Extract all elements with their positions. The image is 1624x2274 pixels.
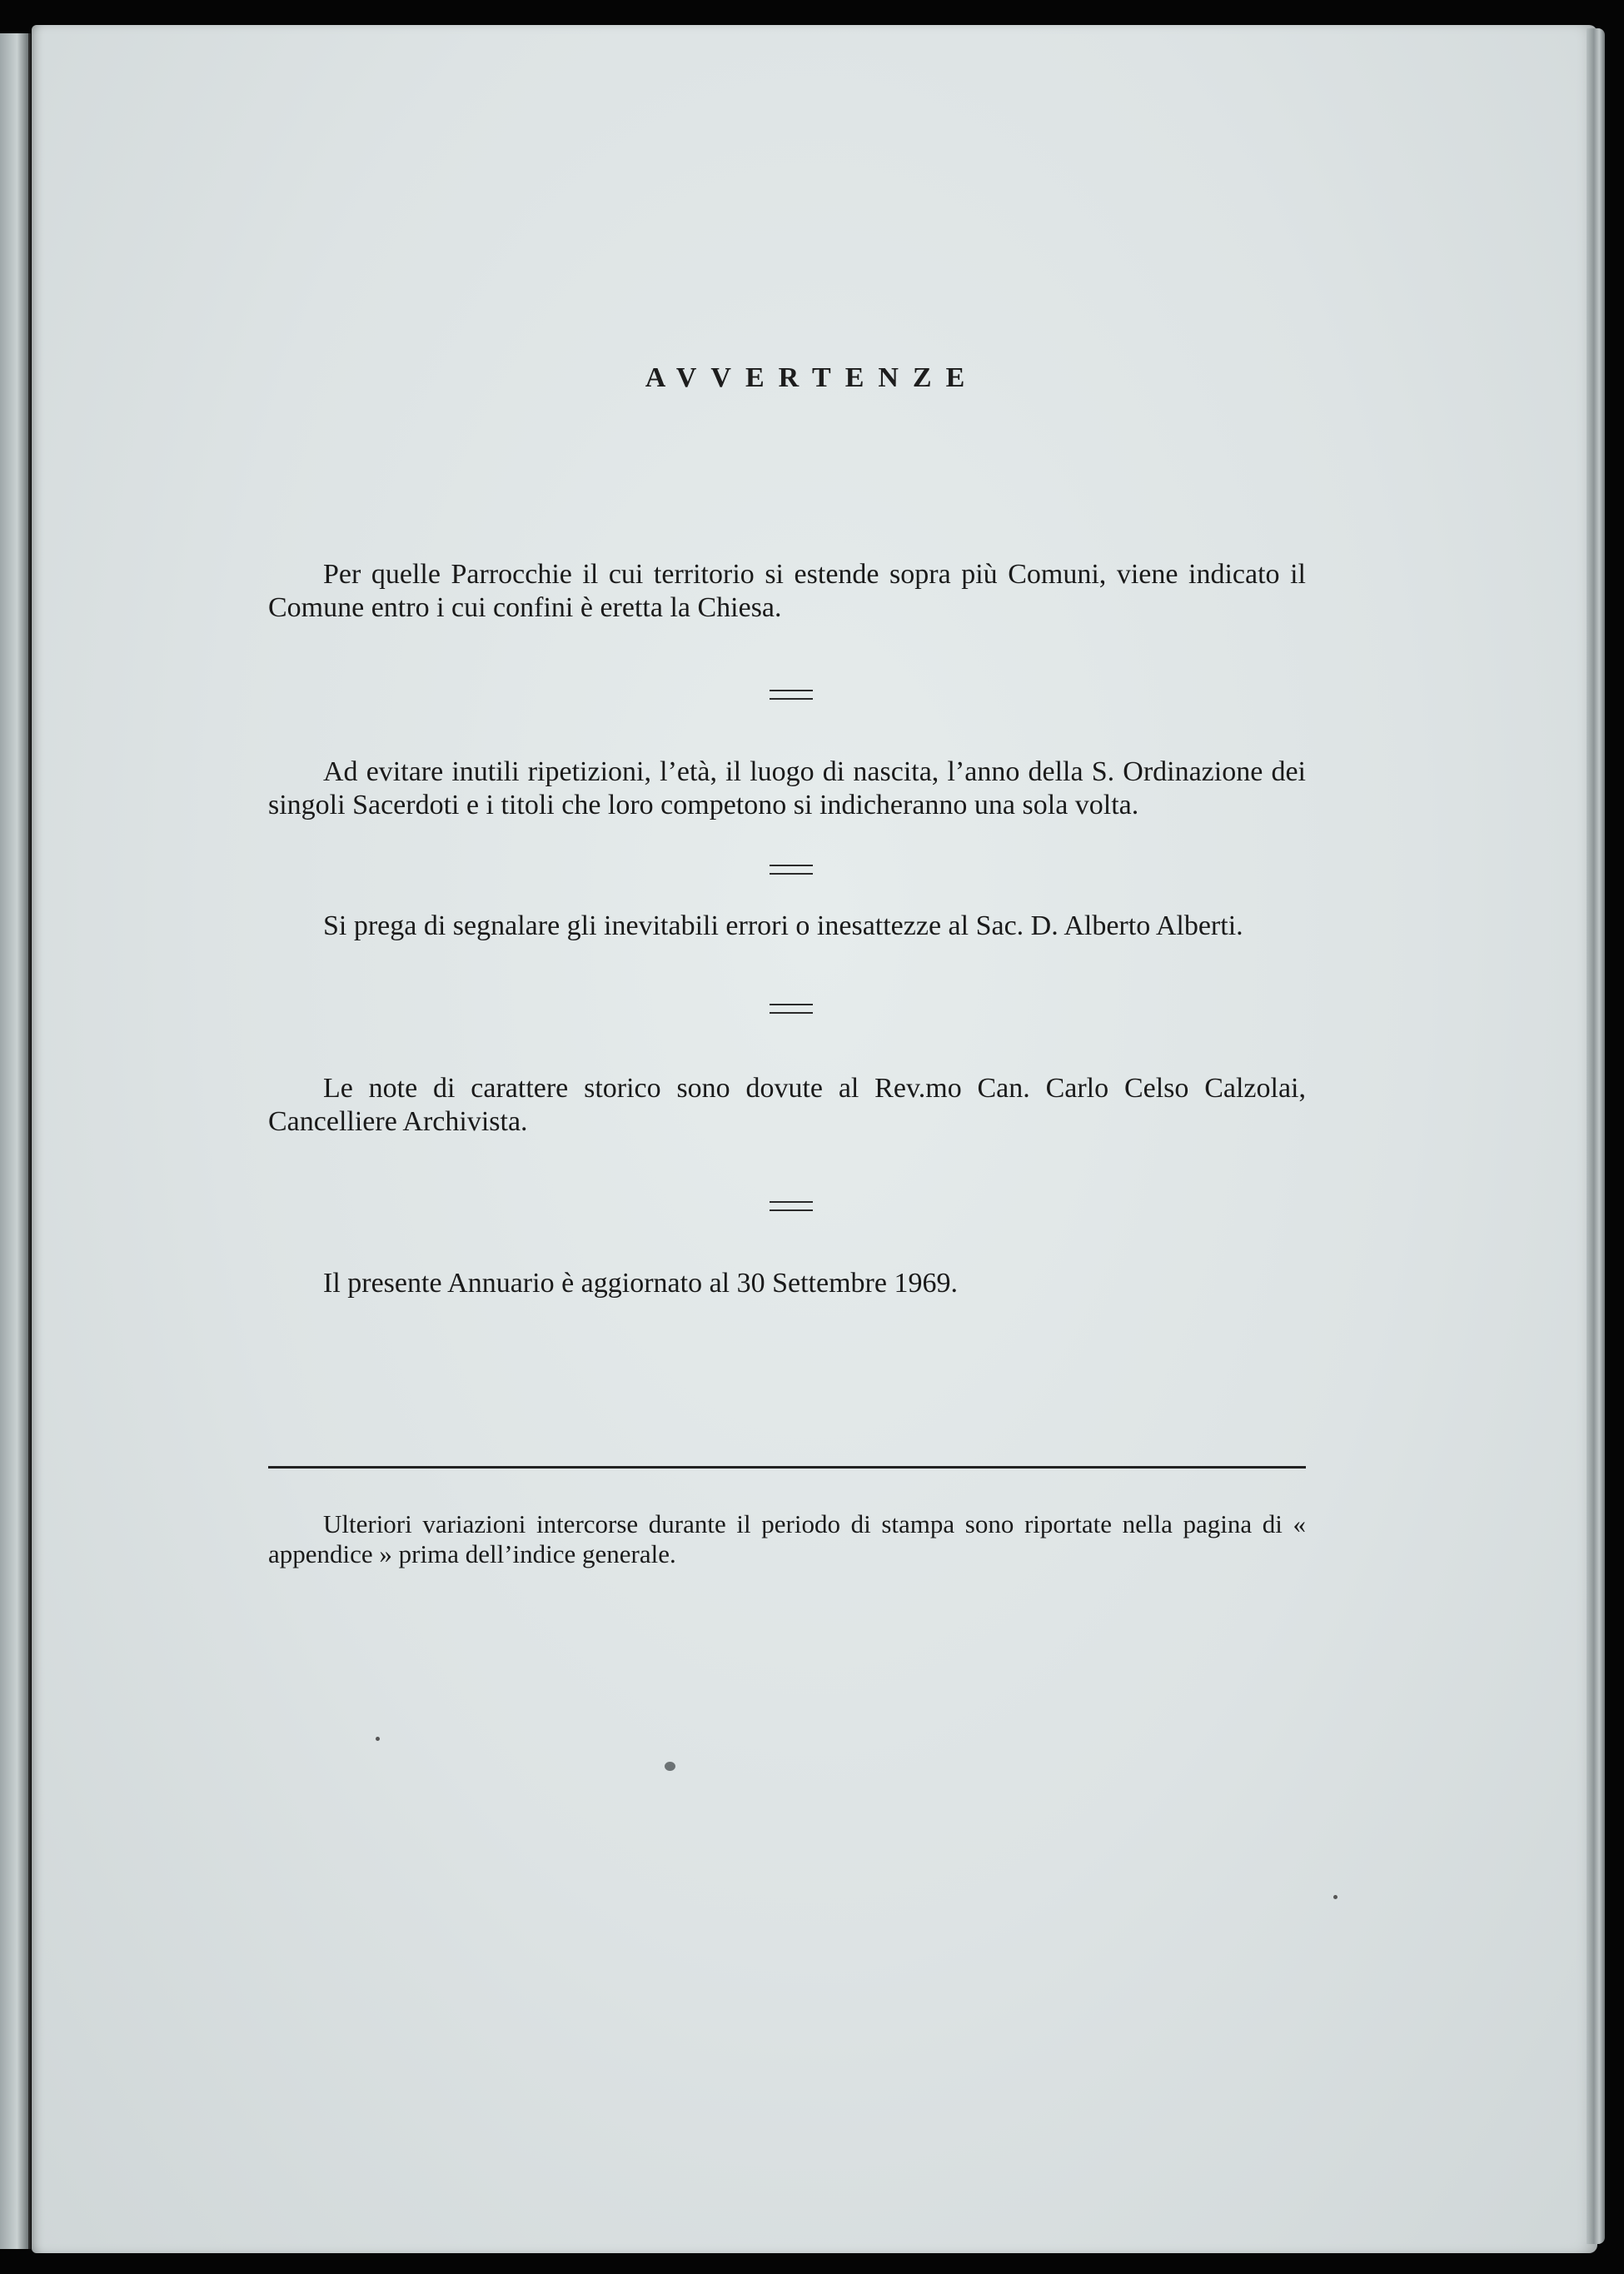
paper-speck [1333,1895,1338,1899]
paragraph-repetitions: Ad evitare inutili ripetizioni, l’età, il luogo di nascita, l’anno della S. Ordinazione dei singoli Sacerdoti e i titoli che loro competono si indicheranno una sola volta. [268,756,1306,820]
paragraph-parishes: Per quelle Parrocchie il cui territorio si estende sopra più Comuni, viene indicato il Comune entro i cui confini è eretta la Chiesa. [268,559,1306,623]
book-page [32,25,1597,2253]
separator [770,865,813,875]
paper-speck [665,1762,675,1771]
paragraph-errors: Si prega di segnalare gli inevitabili errori o inesattezze al Sac. D. Alberto Alberti. [323,910,1243,941]
separator [770,1004,813,1014]
horizontal-rule [268,1466,1306,1469]
separator [770,690,813,700]
page-fore-edge [1587,28,1605,2244]
paper-speck [376,1737,380,1741]
page-title: AVVERTENZE [645,362,979,393]
paragraph-update-date: Il presente Annuario è aggiornato al 30 Settembre 1969. [323,1268,958,1299]
separator [770,1201,813,1211]
footnote: Ulteriori variazioni intercorse durante il periodo di stampa sono riportate nella pagina di « appendice » prima dell’indice generale. [268,1509,1306,1568]
paragraph-historical-notes: Le note di carattere storico sono dovute al Rev.mo Can. Carlo Celso Calzolai, Cancelliere Archivista. [268,1073,1306,1137]
